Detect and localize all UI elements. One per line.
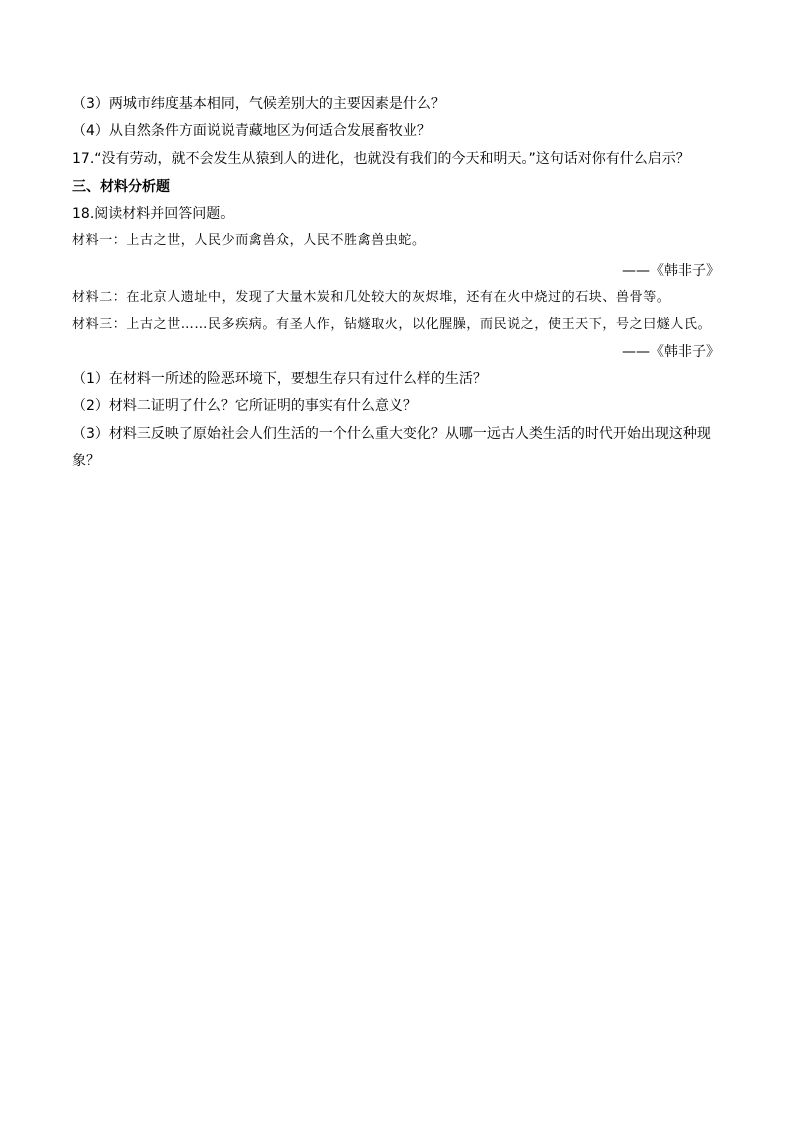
question-18: 18.阅读材料并回答问题。: [72, 206, 235, 222]
question-16-3: （3）两城市纬度基本相同，气候差别大的主要因素是什么？: [72, 96, 445, 112]
question-16-4: （4）从自然条件方面说说青藏地区为何适合发展畜牧业？: [72, 123, 431, 139]
question-18-1: （1）在材料一所述的险恶环境下，要想生存只有过什么样的生活？: [72, 371, 487, 387]
question-18-3-line-2: 象？: [72, 453, 100, 469]
question-18-2: （2）材料二证明了什么？它所证明的事实有什么意义？: [72, 398, 417, 414]
material-three: 材料三：上古之世……民多疾病。有圣人作，钻燧取火，以化腥臊，而民说之，使王天下，号之曰燧人氏。: [72, 317, 712, 332]
question-17: 17.“没有劳动，就不会发生从猿到人的进化，也就没有我们的今天和明天。”这句话对你有什么启示？: [72, 151, 690, 167]
material-two: 材料二：在北京人遗址中，发现了大量木炭和几处较大的灰烬堆，还有在火中烧过的石块、兽骨等。: [72, 290, 671, 305]
material-three-source: ——《韩非子》: [622, 344, 720, 360]
material-one-source: ——《韩非子》: [622, 263, 720, 279]
section-heading-material-analysis: 三、材料分析题: [72, 179, 170, 195]
material-one: 材料一：上古之世，人民少而禽兽众，人民不胜禽兽虫蛇。: [72, 233, 426, 248]
question-18-3-line-1: （3）材料三反映了原始社会人们生活的一个什么重大变化？从哪一远古人类生活的时代开始出现这种现: [72, 426, 711, 442]
